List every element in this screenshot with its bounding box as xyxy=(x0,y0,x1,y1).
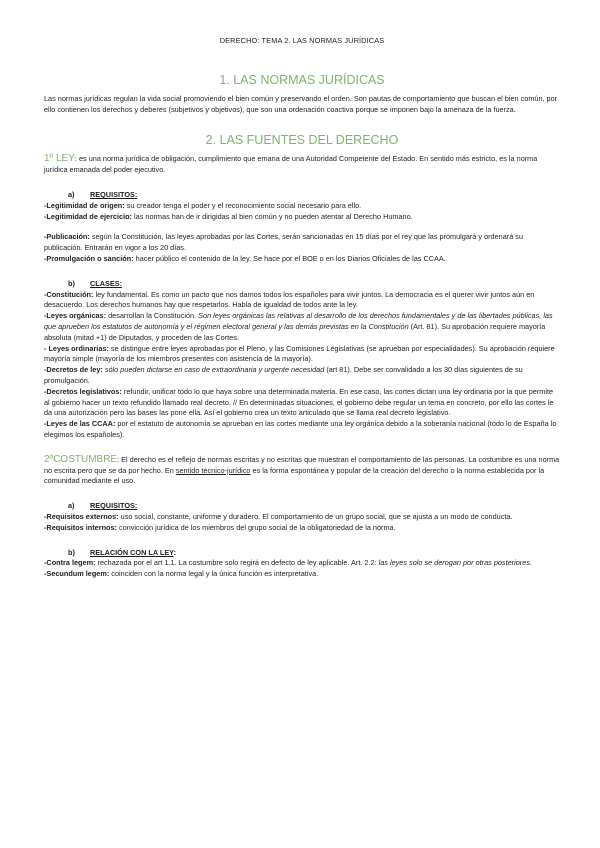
decretos-legislativos-item: -Decretos legislativos: refundir, unificar todo lo que haya sobre una determinada materia. En ese caso, las cortes dictan una ley ordinaria por la que permite al gobierno hacer un texto refundido llamado real decreto. // En determinadas situaciones, el gobierno debe regular un tema en concreto, por ello las cortes le da una autorización pero las bases las pone ella. Así el gobierno crea un texto articulado que se llama real decreto legislativo. xyxy=(44,386,554,418)
legitimidad-ejercicio-item: -Legitimidad de ejercicio: las normas han de ir dirigidas al bien común y no pueden atentar al Derecho Humano. xyxy=(44,211,413,221)
relacion-ley-subheading: b) RELACIÓN CON LA LEY: xyxy=(68,547,176,557)
leyes-ordinarias-item: - Leyes ordinarias: se distingue entre leyes aprobadas por el Pleno, y las Comisiones Legislativas (se aprueban por especialidades). Su aprobación requiere mayoría simple (mayoría de los miembros presentes con asistencia de la mayoría). xyxy=(44,343,555,364)
contra-legem-item: -Contra legem: rechazada por el art 1.1. La costumbre solo regirá en defecto de ley aplicable. Art. 2.2: las leyes solo se derogan por otras posteriores. xyxy=(44,558,532,568)
leyes-organicas-item: -Leyes orgánicas: desarrollan la Constitución. Son leyes orgánicas las relativas al desarrollo de los derechos fundamentales y de las libertades públicas, las que aprueben los estatutos de autonomía y el régimen electoral general y las demás previstas en la Constitución (Art. 81). Su aprobación requiere mayoría absoluta (mitad +1) de Diputados, y proceden de las Cortes. xyxy=(44,311,553,342)
costumbre-paragraph: 2ºCOSTUMBRE: El derecho es el reflejo de normas escritas y no escritas que muestran el comportamiento de las personas. La costumbre es una norma no escrita pero que se da por hecho. En sentido técnico-jurídico es la forma espontánea y popular de la creación del derecho o la norma establecida por la comunidad mediante el uso. xyxy=(44,453,560,486)
requisitos-subheading: a) REQUISITOS: xyxy=(68,189,138,199)
requisitos-externos-item: -Requisitos externos: uso social, constante, uniforme y duradero. El comportamiento de un grupo social, que se ajusta a un modo de conducta. xyxy=(44,511,513,521)
costumbre-heading: 2ºCOSTUMBRE xyxy=(44,453,118,465)
clases-subheading: b) CLASES: xyxy=(68,278,123,288)
promulgacion-item: -Promulgación o sanción: hacer público el contenido de la ley. Se hace por el BOE o en los Diarios Oficiales de las CCAA. xyxy=(44,253,446,263)
requisitos-costumbre-subheading: a) REQUISITOS: xyxy=(68,501,138,511)
section-1-title: 1. LAS NORMAS JURÍDICAS xyxy=(219,72,385,87)
legitimidad-origen-item: -Legitimidad de origen: su creador tenga el poder y el reconocimiento social necesario para ello. xyxy=(44,200,362,210)
section-1-paragraph: Las normas jurídicas regulan la vida social promoviendo el bien común y preservando el orden. Son pautas de comportamiento que buscan el bien común, por ello contienen los derechos y deberes (subjetivos y objetivos), que son una ordenación coactiva porque se imponen bajo la amenaza de la fuerza. xyxy=(44,93,558,114)
requisitos-internos-item: -Requisitos internos: convicción jurídica de los miembros del grupo social de la obligatoriedad de la norma. xyxy=(44,522,396,532)
publicacion-item: -Publicación: según la Constitución, las leyes aprobadas por las Cortes, serán sancionadas en 15 días por el rey que las promulgará y ordenará su publicación. Entrarán en vigor a los 20 días. xyxy=(44,232,524,253)
section-2-title: 2. LAS FUENTES DEL DERECHO xyxy=(205,133,399,148)
ley-paragraph: 1º LEY: es una norma jurídica de obligación, cumplimiento que emana de una Autoridad Competente del Estado. En sentido más estricto, es la norma jurídica emanada del poder ejecutivo. xyxy=(44,153,538,175)
document-header: DERECHO: TEMA 2. LAS NORMAS JURÍDICAS xyxy=(219,36,385,45)
ley-heading: 1º LEY xyxy=(44,153,75,165)
leyes-ccaa-item: -Leyes de las CCAA: por el estatuto de autonomía se aprueban en las cortes mediante una ley orgánica debido a la soberanía nacional (todo lo de España lo elegimos los españoles). xyxy=(44,419,557,439)
decretos-ley-item: -Decretos de ley: sólo pueden dictarse en caso de extraordinaria y urgente necesidad (art 81). Debe ser convalidado a los 30 días siguientes de su promulgación. xyxy=(44,365,523,385)
secundum-legem-item: -Secundum legem: coinciden con la norma legal y la única función es interpretativa. xyxy=(44,569,319,579)
constitucion-item: -Constitución: ley fundamental. Es como un pacto que nos damos todos los españoles para vivir juntos. La democracia es el querer vivir juntos aún en desacuerdo. Los derechos humanos hay que respetarlos. Habla de igualdad de todos ante la ley. xyxy=(44,289,535,310)
